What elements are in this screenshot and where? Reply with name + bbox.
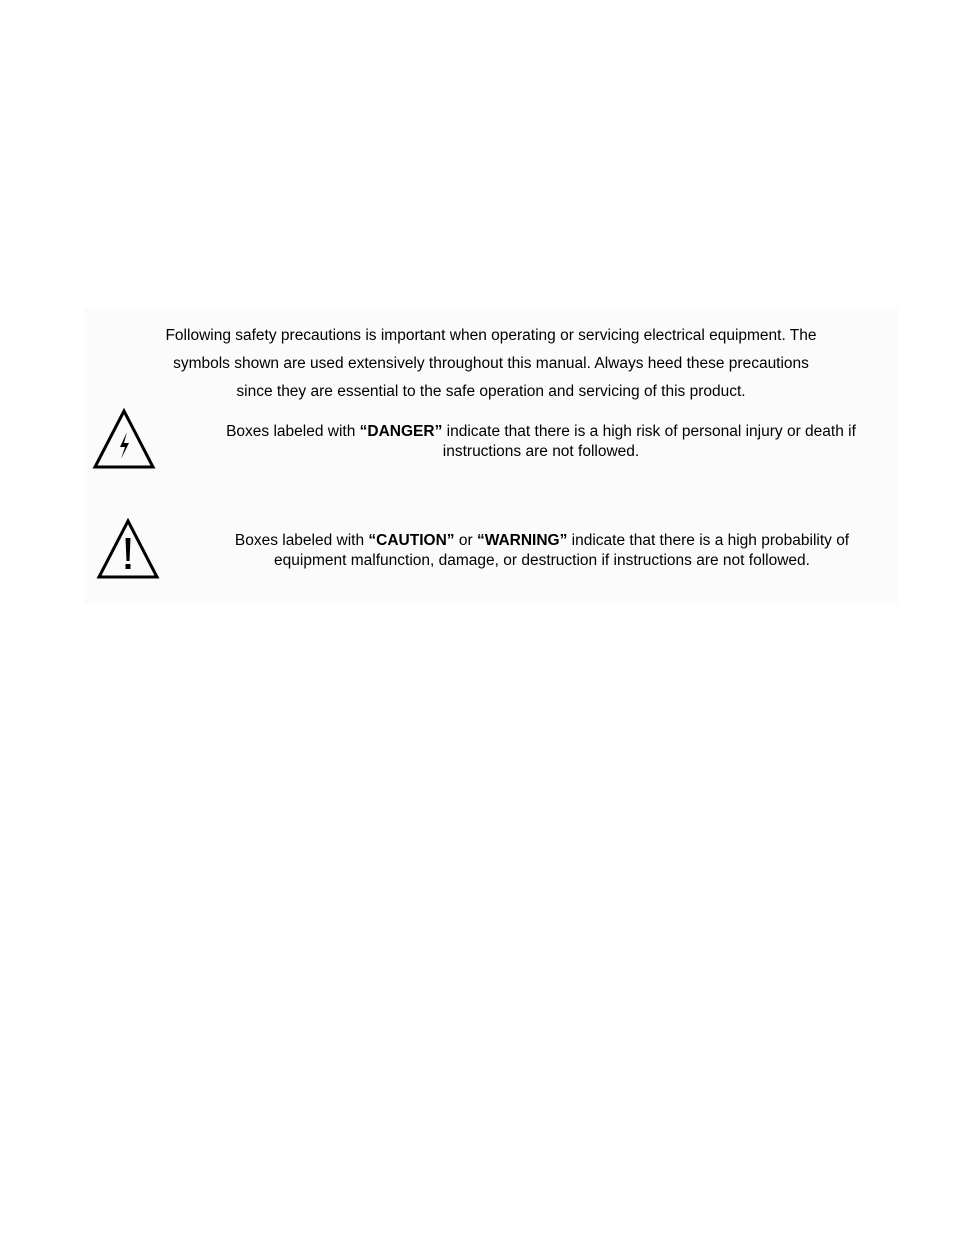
intro-line-1: Following safety precautions is important when operating or servicing electrical equipment. The (165, 327, 817, 344)
caution-description (204, 531, 880, 571)
danger-description (196, 422, 886, 462)
caution-suffix: indicate that there is a high probability of (567, 532, 850, 549)
caution-line-1 (204, 531, 880, 551)
safety-precautions-box (84, 308, 898, 604)
caution-prefix: Boxes labeled with (234, 532, 369, 549)
intro-line-3: since they are essential to the safe operation and servicing of this product. (236, 383, 746, 400)
warning-keyword: “WARNING” (476, 532, 568, 549)
safety-intro (84, 322, 898, 406)
danger-prefix: Boxes labeled with (226, 423, 360, 440)
exclamation-warning-icon (96, 518, 160, 580)
danger-suffix: indicate that there is a high risk of personal injury or death if (442, 423, 856, 440)
caution-connector: or (454, 532, 477, 549)
intro-line-2: symbols shown are used extensively throughout this manual. Always heed these precautions (173, 355, 809, 372)
electrical-hazard-icon (92, 408, 156, 470)
danger-keyword: “DANGER” (359, 423, 443, 440)
danger-line-1 (196, 422, 886, 442)
caution-keyword: “CAUTION” (368, 532, 455, 549)
danger-line-2: instructions are not followed. (442, 443, 640, 460)
caution-line-2: equipment malfunction, damage, or destruction if instructions are not followed. (274, 552, 810, 569)
